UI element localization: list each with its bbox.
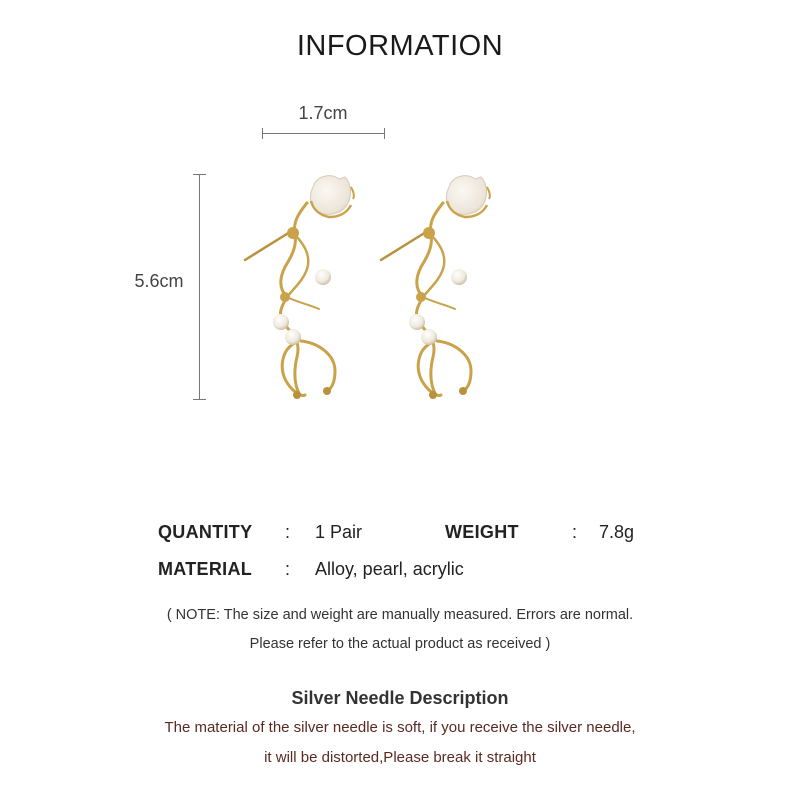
quantity-separator: : xyxy=(285,522,291,542)
material-label: MATERIAL xyxy=(158,559,253,579)
weight-value: 7.8g xyxy=(599,522,635,542)
width-dimension-tick-left xyxy=(262,128,263,139)
left-earring xyxy=(245,176,354,399)
height-dimension-label: 5.6cm xyxy=(134,271,184,291)
width-dimension-tick-right xyxy=(384,128,385,139)
quantity-label: QUANTITY xyxy=(158,522,253,542)
right-earring xyxy=(381,176,490,399)
silver-needle-line-2: it will be distorted,Please break it straight xyxy=(264,749,536,766)
earrings-product-image xyxy=(235,165,505,410)
note-line-2: Please refer to the actual product as received ) xyxy=(249,636,551,652)
width-dimension-label: 1.7cm xyxy=(298,103,348,123)
material-separator: : xyxy=(285,559,291,579)
height-dimension-tick-bottom xyxy=(193,399,206,400)
note-line-1: ( NOTE: The size and weight are manually measured. Errors are normal. xyxy=(166,607,634,623)
height-dimension-line xyxy=(199,174,200,399)
weight-separator: : xyxy=(572,522,578,542)
material-value: Alloy, pearl, acrylic xyxy=(315,559,464,579)
quantity-value: 1 Pair xyxy=(315,522,363,542)
weight-label: WEIGHT xyxy=(445,522,519,542)
width-dimension-line xyxy=(262,133,384,134)
silver-needle-title: Silver Needle Description xyxy=(291,688,509,708)
silver-needle-line-1: The material of the silver needle is soft, if you receive the silver needle, xyxy=(164,719,636,736)
page-title: INFORMATION xyxy=(296,30,504,62)
height-dimension-tick-top xyxy=(193,174,206,175)
